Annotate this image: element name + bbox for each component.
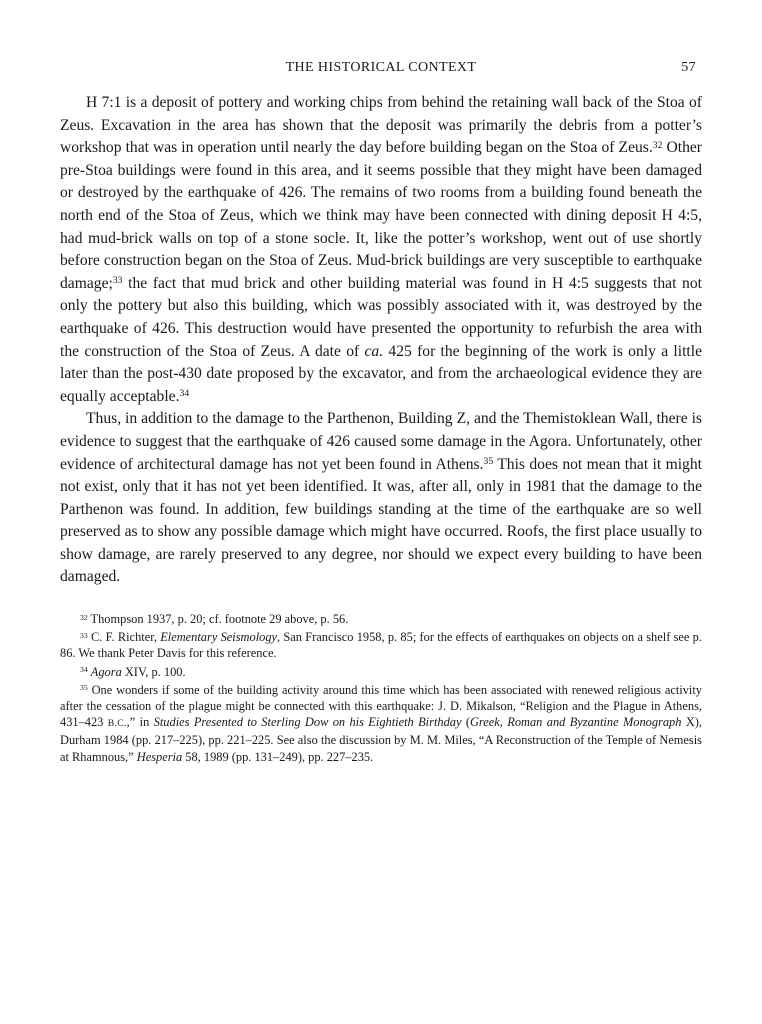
paragraph-1 <box>60 92 702 408</box>
footnote-ref-35[interactable]: 35 <box>483 456 494 468</box>
book-title: Studies Presented to Sterling Dow on his Eightieth Birthday <box>153 715 462 730</box>
page-header <box>60 56 702 80</box>
series-title: Greek, Roman and Byzantine Monograph <box>469 715 682 730</box>
text-run: This does not mean that it might not exist, only that it has not yet been identified. It was, after all, only in 1981 that the damage to the Parthenon was found. In addition, few buildings standing at the time of the earthquake are so well preserved as to show any possible damage which might have occurred. Roofs, the first place usually to show damage, are rarely preserved to any degree, nor should we expect every building to have been damaged. <box>60 455 702 586</box>
footnotes <box>60 611 702 765</box>
footnote-text: C. F. Richter, <box>90 630 161 645</box>
footnote-34 <box>60 664 702 680</box>
paragraph-2 <box>60 408 702 589</box>
journal-title: Hesperia <box>136 749 183 764</box>
footnote-text: XIV, p. 100. <box>121 664 186 679</box>
footnote-marker: 32 <box>80 612 88 622</box>
footnote-text: X), Durham 1984 (pp. 217–225), pp. 221–225. See also the discussion by M. M. Miles, “A Reconstruction of the Temple of Nemesis at Rhamnous,” <box>60 715 703 764</box>
running-head: THE HISTORICAL CONTEXT <box>285 60 477 75</box>
footnote-text: , San Francisco 1958, p. 85; for the effects of earthquakes on objects on a shelf see p. 86. We thank Peter Davis for this reference. <box>60 630 702 661</box>
body-text <box>60 92 702 589</box>
footnote-text: One wonders if some of the building activity around this time which has been associated with renewed religious activity after the cessation of the plague might be connected with this earthquake: J. D. Mikalson, “Religion and the Plague in Athens, 431–423 <box>60 682 702 730</box>
text-run: Other pre-Stoa buildings were found in this area, and it seems possible that they might have been damaged or destroyed by the earthquake of 426. The remains of two rooms from a building found beneath the north end of the Stoa of Zeus, which we think may have been connected with dining deposit H 4:5, had mud-brick walls on top of a stone socle. It, like the potter’s workshop, went out of use shortly before construction began on the Stoa of Zeus. Mud-brick buildings are very susceptible to earthquake damage; <box>60 139 702 292</box>
small-caps-bc: B.C. <box>107 718 127 730</box>
footnote-text: ( <box>461 715 470 730</box>
footnote-text: 58, 1989 (pp. 131–249), pp. 227–235. <box>182 749 374 764</box>
series-title: Agora <box>90 664 122 679</box>
text-run: Thus, in addition to the damage to the Parthenon, Building Z, and the Themistoklean Wall, there is evidence to suggest that the earthquake of 426 caused some damage in the Agora. Unfortunately, other evidence of architectural damage has not yet been found in Athens. <box>60 410 702 473</box>
footnote-ref-32[interactable]: 32 <box>652 139 663 151</box>
footnote-32 <box>60 611 702 627</box>
text-run: 425 for the beginning of the work is only a little later than the post-430 date proposed by the excavator, and from the archaeological evidence they are equally acceptable. <box>60 342 702 405</box>
book-title: Elementary Seismology <box>160 630 278 645</box>
footnote-text: ,” in <box>126 715 154 730</box>
italic-ca: ca. <box>364 342 384 360</box>
footnote-35 <box>60 682 702 765</box>
text-run: H 7:1 is a deposit of pottery and working chips from behind the retaining wall back of the Stoa of Zeus. Excavation in the area has shown that the deposit was primarily the debris from a potter’s workshop that was in operation until nearly the day before building began on the Stoa of Zeus. <box>60 94 702 157</box>
footnote-text: Thompson 1937, p. 20; cf. footnote 29 above, p. 56. <box>90 612 349 627</box>
footnote-marker: 34 <box>80 665 88 675</box>
footnote-marker: 33 <box>80 630 88 640</box>
text-run: the fact that mud brick and other building material was found in H 4:5 suggests that not only the pottery but also this building, which was possibly associated with it, was destroyed by the earthquake of 426. This destruction would have presented the opportunity to refurbish the area with the construction of the Stoa of Zeus. A date of <box>60 274 702 360</box>
footnote-ref-33[interactable]: 33 <box>112 275 123 287</box>
footnote-33 <box>60 629 702 661</box>
page <box>60 56 702 765</box>
footnote-ref-34[interactable]: 34 <box>179 388 190 400</box>
page-number: 57 <box>681 60 696 75</box>
footnote-marker: 35 <box>80 683 88 693</box>
